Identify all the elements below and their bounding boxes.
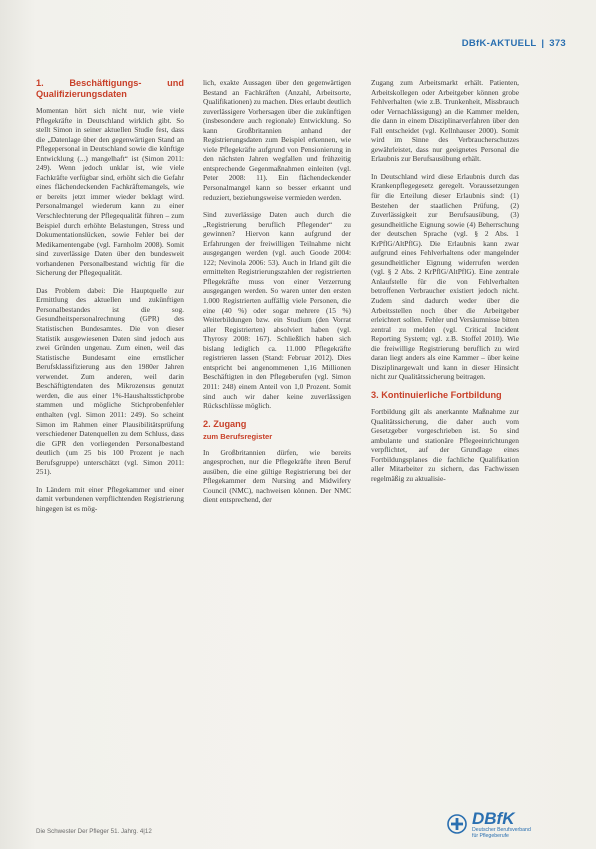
logo-tagline-1: Deutscher Berufsverband <box>472 826 531 833</box>
footer-citation: Die Schwester Der Pfleger 51. Jahrg. 4|12 <box>36 828 152 835</box>
page-number: 373 <box>549 38 566 49</box>
cross-circle-icon <box>446 813 468 835</box>
section-2-subtitle: zum Berufsregister <box>203 431 273 441</box>
paragraph: Sind zuverlässige Daten auch durch die „Registrierung beruflich Pflegender“ zu gewinnen? Hiervon kann aufgrund der Erfahrungen der freiwilligen Teilnahme nicht ausgegangen werden (vgl. auch Goode 2004: 122; Nevinola 2006: 53). Auch in Irland gilt die ermittelten Registrierungszahlen der registrierten Pflegekräfte muss von einer Verzerrung ausgegangen werden. So waren unter den ersten 1.000 Registrierten auffällig viele Personen, die eine (40 %) oder sogar mehrere (15 %) Weiterbildungen bzw. ein Studium (den Vorrat aller Registrierten) absolviert haben (vgl. Thyrosy 2008: 167). Schließlich haben sich bislang lediglich ca. 11.000 Pflegekräfte registrieren lassen (Stand: Februar 2012). Dies entspricht bei angenommenen 1,16 Millionen Beschäftigten in den Pflegeberufen (vgl. Simon 2011: 248) einem Anteil von 1,0 Prozent. Somit sind auch wir daher keine zuverlässigen Rückschlüsse möglich. <box>203 210 351 411</box>
paragraph: Fortbildung gilt als anerkannte Maßnahme zur Qualitätssicherung, die daher auch vom Gesetzgeber vorgeschrieben ist. So sind ambulante und stationäre Pflegeeinrichtungen verpflichtet, auf der Grundlage eines Fortbildungsplanes die fachliche Qualifikation aller Mitarbeiter zu sichern, das Fachwissen regelmäßig zu aktualisie- <box>371 406 519 483</box>
section-2-title: 2. Zugang <box>203 418 247 429</box>
paragraph: Momentan hört sich nicht nur, wie viele Pflegekräfte in Deutschland wirklich gibt. So stellt Simon in seiner aktuellen Studie fest, dass die „Datenlage über den gegenwärtigen Stand an Pflegepersonal in Deutschland sowie die künftige Entwicklung (...) mangelhaft“ ist (Simon 2011: 249). Wenn jedoch unklar ist, wie viele Fachkräfte verfügbar sind, erhöht sich die Gefahr eines flächendeckenden Fachkräftemangels, wie er bereits jetzt immer wieder beklagt wird. Personalmangel wiederum kann zu einer Verschlechterung der Pflegequalität führen – zum Beispiel durch erhöhte Belastungen, Stress und Dokumentationslücken, sowie Fehler bei der Medikamentengabe (vgl. Farnholm 2008). Somit sind zuverlässige Daten über den bundesweit vorhandenen Personalbestand wichtig für die Sicherung der Pflegequalität. <box>36 106 184 278</box>
header-brand: DBfK-AKTUELL <box>461 38 537 49</box>
column-1 <box>36 78 184 521</box>
section-1-title: 1. Beschäftigungs- und Qualifizierungsdaten <box>36 78 184 99</box>
dbfk-logo <box>446 807 574 841</box>
logo-name: DBfK <box>472 808 515 828</box>
paragraph: In Großbritannien dürfen, wie bereits angesprochen, nur die Pflegekräfte ihren Beruf ausüben, die eine gültige Registrierung bei der Pflegekammer dem Nursing and Midwifery Council (NMC), nachweisen können. Der NMC dient entsprechend, der <box>203 447 351 505</box>
header-separator: | <box>541 38 545 49</box>
paragraph: lich, exakte Aussagen über den gegenwärtigen Bestand an Fachkräften (Anzahl, Arbeitsorte, Qualifikationen) zu machen. Dies erlaubt deutlich zuverlässigere Vorhersagen über die zukünftigen (insbesondere auch regionale) Entwicklung. So kann Großbritannien anhand der Registrierungsdaten zum Beispiel erkennen, wie viele Pflegekräfte aufgrund von Pensionierung in den nächsten Jahren wegfallen und frühzeitig entsprechende Gegenmaßnahmen einleiten (vgl. Peter 2008: 11). Ein flächendeckender Personalmangel kann so besser erkannt und reduziert, beziehungsweise vermieden werden. <box>203 78 351 202</box>
running-header <box>462 38 566 49</box>
section-3-title: 3. Kontinuierliche Fortbildung <box>371 389 502 400</box>
column-2 <box>203 78 351 513</box>
paragraph: In Deutschland wird diese Erlaubnis durch das Krankenpflegegesetz geregelt. Voraussetzungen für die Erteilung dieser Erlaubnis sind: (1) Bestehen der staatlichen Prüfung, (2) Zuverlässigkeit zur Berufsausübung, (3) gesundheitliche Eignung sowie (4) Beherrschung der deutschen Sprache (vgl. § 2 Abs. 1 KrPflG/AltPflG). Die Erlaubnis kann zwar aufgrund eines Fehlverhaltens oder mangelnder gesundheitlicher Eignung widerrufen werden (vgl. § 2 Abs. 2 KrPflG/AltPflG). Eine zentrale Anlaufstelle für die von Fehlverhalten betroffenen Verbraucher existiert jedoch nicht. Zudem sind dadurch weder über die Arbeitsstellen noch über die Arbeitgeber erleichtert sollen. Fehler und Versäumnisse bitten zentral zu melden (vgl. Critical Incident Reporting System; vgl. z.B. Stoffel 2010). Wie die freiwillige Registrierung beruflich zu wird daran liegt anders als eine Kammer – über keine Disziplinargewalt und kann in dieser Hinsicht nicht zur Qualitätssicherung beitragen. <box>371 171 519 382</box>
paragraph: Das Problem dabei: Die Hauptquelle zur Ermittlung des aktuellen und zukünftigen Personalbestandes ist die sog. Gesundheitspersonalrechnung (GPR) des Statistischen Bundesamtes. Die von dieser Statistik ausgewiesenen Daten sind jedoch aus zwei Gründen ungenau. Zum einen, weil das Statistische Bundesamt eine ernstlicher Berufsklassifizierung aus den 1980er Jahren verwendet. Zum anderen, weil darin Beschäftigtendaten des Mikrozensus genutzt werden, die aus einer 1%-Haushaltsstichprobe stammen und mögliche Stichprobenfehler enthalten (vgl. Simon 2011: 249). So scheint Simon im Rahmen einer Plausibilitätsprüfung verschiedener Datenquellen zu dem Schluss, dass die GPR den vorliegenden Personalbestand deutlich (um 25 bis 100 Prozent je nach Berufsgruppe) unterschätzt (vgl. Simon 2011: 251). <box>36 285 184 477</box>
column-3 <box>371 78 519 491</box>
logo-tagline-2: für Pflegeberufe <box>472 832 509 839</box>
paragraph: In Ländern mit einer Pflegekammer und einer damit verbundenen verpflichtenden Registrierung hingegen ist es mög- <box>36 484 184 513</box>
paragraph: Zugang zum Arbeitsmarkt erhält. Patienten, Arbeitskollegen oder Arbeitgeber können grobe Fehlverhalten (wie z.B. Trunkenheit, Missbrauch oder Vernachlässigung) an die Kammer melden, die dann in einem Disziplinarverfahren über den Fall entscheidet (vgl. Kellnhauser 2000). Somit wird im Sinne des Verbraucherschutzes gewährleistet, dass nur geeignetes Personal die Erlaubnis zur Berufsausübung erhält. <box>371 78 519 164</box>
